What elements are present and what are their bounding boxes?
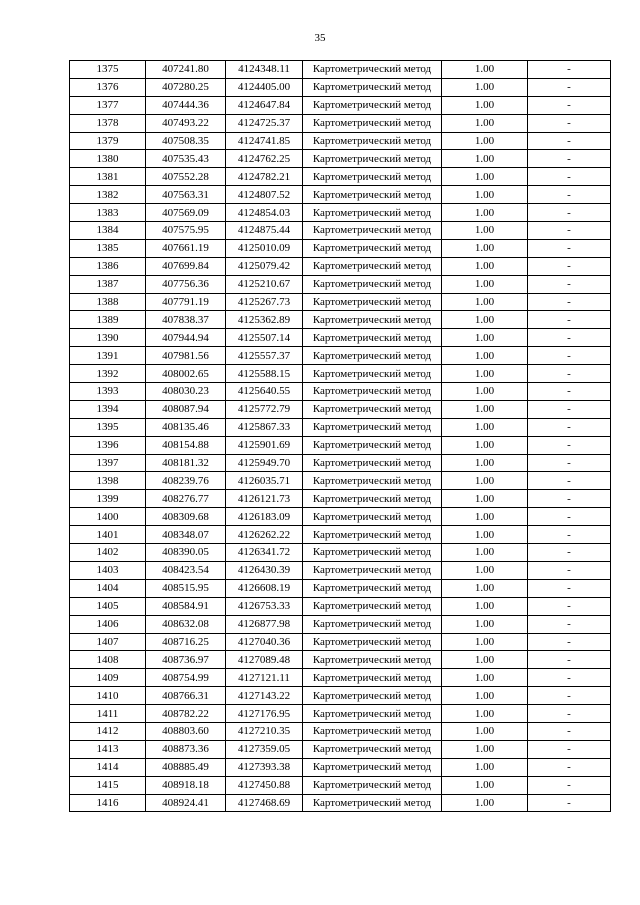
accuracy-cell: 1.00 bbox=[442, 150, 528, 168]
accuracy-cell: 1.00 bbox=[442, 490, 528, 508]
point-number-cell: 1397 bbox=[70, 454, 146, 472]
method-cell: Картометрический метод bbox=[303, 329, 442, 347]
point-number-cell: 1402 bbox=[70, 544, 146, 562]
method-cell: Картометрический метод bbox=[303, 239, 442, 257]
description-cell: - bbox=[528, 204, 611, 222]
table-row bbox=[70, 544, 611, 562]
description-cell: - bbox=[528, 615, 611, 633]
x-coordinate-cell: 408918.18 bbox=[146, 776, 226, 794]
accuracy-cell: 1.00 bbox=[442, 544, 528, 562]
y-coordinate-cell: 4124875.44 bbox=[226, 222, 303, 240]
point-number-cell: 1409 bbox=[70, 669, 146, 687]
x-coordinate-cell: 408390.05 bbox=[146, 544, 226, 562]
accuracy-cell: 1.00 bbox=[442, 722, 528, 740]
method-cell: Картометрический метод bbox=[303, 776, 442, 794]
description-cell: - bbox=[528, 508, 611, 526]
x-coordinate-cell: 408782.22 bbox=[146, 705, 226, 723]
accuracy-cell: 1.00 bbox=[442, 561, 528, 579]
description-cell: - bbox=[528, 239, 611, 257]
y-coordinate-cell: 4125772.79 bbox=[226, 400, 303, 418]
table-row bbox=[70, 275, 611, 293]
accuracy-cell: 1.00 bbox=[442, 615, 528, 633]
accuracy-cell: 1.00 bbox=[442, 96, 528, 114]
method-cell: Картометрический метод bbox=[303, 168, 442, 186]
x-coordinate-cell: 408885.49 bbox=[146, 758, 226, 776]
y-coordinate-cell: 4127143.22 bbox=[226, 687, 303, 705]
accuracy-cell: 1.00 bbox=[442, 186, 528, 204]
method-cell: Картометрический метод bbox=[303, 633, 442, 651]
table-row bbox=[70, 150, 611, 168]
table-row bbox=[70, 722, 611, 740]
table-row bbox=[70, 472, 611, 490]
method-cell: Картометрический метод bbox=[303, 561, 442, 579]
description-cell: - bbox=[528, 347, 611, 365]
point-number-cell: 1400 bbox=[70, 508, 146, 526]
y-coordinate-cell: 4125507.14 bbox=[226, 329, 303, 347]
method-cell: Картометрический метод bbox=[303, 687, 442, 705]
method-cell: Картометрический метод bbox=[303, 758, 442, 776]
accuracy-cell: 1.00 bbox=[442, 329, 528, 347]
point-number-cell: 1381 bbox=[70, 168, 146, 186]
x-coordinate-cell: 408135.46 bbox=[146, 418, 226, 436]
accuracy-cell: 1.00 bbox=[442, 204, 528, 222]
x-coordinate-cell: 407756.36 bbox=[146, 275, 226, 293]
accuracy-cell: 1.00 bbox=[442, 579, 528, 597]
description-cell: - bbox=[528, 544, 611, 562]
description-cell: - bbox=[528, 383, 611, 401]
description-cell: - bbox=[528, 705, 611, 723]
point-number-cell: 1376 bbox=[70, 78, 146, 96]
accuracy-cell: 1.00 bbox=[442, 705, 528, 723]
point-number-cell: 1415 bbox=[70, 776, 146, 794]
method-cell: Картометрический метод bbox=[303, 383, 442, 401]
accuracy-cell: 1.00 bbox=[442, 257, 528, 275]
description-cell: - bbox=[528, 758, 611, 776]
accuracy-cell: 1.00 bbox=[442, 633, 528, 651]
point-number-cell: 1391 bbox=[70, 347, 146, 365]
method-cell: Картометрический метод bbox=[303, 293, 442, 311]
point-number-cell: 1414 bbox=[70, 758, 146, 776]
x-coordinate-cell: 408803.60 bbox=[146, 722, 226, 740]
point-number-cell: 1394 bbox=[70, 400, 146, 418]
method-cell: Картометрический метод bbox=[303, 132, 442, 150]
x-coordinate-cell: 407981.56 bbox=[146, 347, 226, 365]
y-coordinate-cell: 4126121.73 bbox=[226, 490, 303, 508]
table-row bbox=[70, 222, 611, 240]
x-coordinate-cell: 407575.95 bbox=[146, 222, 226, 240]
table-row bbox=[70, 293, 611, 311]
accuracy-cell: 1.00 bbox=[442, 454, 528, 472]
table-row bbox=[70, 114, 611, 132]
method-cell: Картометрический метод bbox=[303, 651, 442, 669]
description-cell: - bbox=[528, 472, 611, 490]
x-coordinate-cell: 408716.25 bbox=[146, 633, 226, 651]
x-coordinate-cell: 407552.28 bbox=[146, 168, 226, 186]
y-coordinate-cell: 4124762.25 bbox=[226, 150, 303, 168]
description-cell: - bbox=[528, 186, 611, 204]
point-number-cell: 1390 bbox=[70, 329, 146, 347]
point-number-cell: 1403 bbox=[70, 561, 146, 579]
table-row bbox=[70, 705, 611, 723]
table-row bbox=[70, 687, 611, 705]
accuracy-cell: 1.00 bbox=[442, 132, 528, 150]
method-cell: Картометрический метод bbox=[303, 418, 442, 436]
point-number-cell: 1379 bbox=[70, 132, 146, 150]
description-cell: - bbox=[528, 579, 611, 597]
accuracy-cell: 1.00 bbox=[442, 472, 528, 490]
accuracy-cell: 1.00 bbox=[442, 114, 528, 132]
table-row bbox=[70, 615, 611, 633]
y-coordinate-cell: 4126430.39 bbox=[226, 561, 303, 579]
method-cell: Картометрический метод bbox=[303, 186, 442, 204]
description-cell: - bbox=[528, 257, 611, 275]
table-row bbox=[70, 400, 611, 418]
description-cell: - bbox=[528, 740, 611, 758]
table-row bbox=[70, 78, 611, 96]
point-number-cell: 1395 bbox=[70, 418, 146, 436]
point-number-cell: 1388 bbox=[70, 293, 146, 311]
description-cell: - bbox=[528, 633, 611, 651]
x-coordinate-cell: 407241.80 bbox=[146, 61, 226, 79]
point-number-cell: 1396 bbox=[70, 436, 146, 454]
description-cell: - bbox=[528, 722, 611, 740]
x-coordinate-cell: 408087.94 bbox=[146, 400, 226, 418]
description-cell: - bbox=[528, 168, 611, 186]
method-cell: Картометрический метод bbox=[303, 794, 442, 812]
point-number-cell: 1410 bbox=[70, 687, 146, 705]
method-cell: Картометрический метод bbox=[303, 311, 442, 329]
x-coordinate-cell: 407699.84 bbox=[146, 257, 226, 275]
x-coordinate-cell: 408736.97 bbox=[146, 651, 226, 669]
y-coordinate-cell: 4124854.03 bbox=[226, 204, 303, 222]
description-cell: - bbox=[528, 526, 611, 544]
method-cell: Картометрический метод bbox=[303, 669, 442, 687]
table-row bbox=[70, 651, 611, 669]
x-coordinate-cell: 408515.95 bbox=[146, 579, 226, 597]
description-cell: - bbox=[528, 561, 611, 579]
accuracy-cell: 1.00 bbox=[442, 597, 528, 615]
accuracy-cell: 1.00 bbox=[442, 436, 528, 454]
table-row bbox=[70, 669, 611, 687]
table-row bbox=[70, 168, 611, 186]
accuracy-cell: 1.00 bbox=[442, 418, 528, 436]
y-coordinate-cell: 4125079.42 bbox=[226, 257, 303, 275]
table-row bbox=[70, 329, 611, 347]
description-cell: - bbox=[528, 365, 611, 383]
table-row bbox=[70, 526, 611, 544]
y-coordinate-cell: 4127468.69 bbox=[226, 794, 303, 812]
accuracy-cell: 1.00 bbox=[442, 526, 528, 544]
method-cell: Картометрический метод bbox=[303, 61, 442, 79]
accuracy-cell: 1.00 bbox=[442, 311, 528, 329]
x-coordinate-cell: 407444.36 bbox=[146, 96, 226, 114]
y-coordinate-cell: 4124807.52 bbox=[226, 186, 303, 204]
method-cell: Картометрический метод bbox=[303, 490, 442, 508]
x-coordinate-cell: 407535.43 bbox=[146, 150, 226, 168]
x-coordinate-cell: 407661.19 bbox=[146, 239, 226, 257]
y-coordinate-cell: 4124782.21 bbox=[226, 168, 303, 186]
y-coordinate-cell: 4127393.38 bbox=[226, 758, 303, 776]
description-cell: - bbox=[528, 61, 611, 79]
x-coordinate-cell: 408873.36 bbox=[146, 740, 226, 758]
y-coordinate-cell: 4126608.19 bbox=[226, 579, 303, 597]
table-row bbox=[70, 61, 611, 79]
method-cell: Картометрический метод bbox=[303, 150, 442, 168]
method-cell: Картометрический метод bbox=[303, 257, 442, 275]
point-number-cell: 1383 bbox=[70, 204, 146, 222]
description-cell: - bbox=[528, 78, 611, 96]
point-number-cell: 1413 bbox=[70, 740, 146, 758]
accuracy-cell: 1.00 bbox=[442, 347, 528, 365]
point-number-cell: 1412 bbox=[70, 722, 146, 740]
y-coordinate-cell: 4125949.70 bbox=[226, 454, 303, 472]
point-number-cell: 1386 bbox=[70, 257, 146, 275]
y-coordinate-cell: 4126877.98 bbox=[226, 615, 303, 633]
accuracy-cell: 1.00 bbox=[442, 508, 528, 526]
y-coordinate-cell: 4125640.55 bbox=[226, 383, 303, 401]
accuracy-cell: 1.00 bbox=[442, 168, 528, 186]
x-coordinate-cell: 408002.65 bbox=[146, 365, 226, 383]
table-row bbox=[70, 418, 611, 436]
x-coordinate-cell: 408766.31 bbox=[146, 687, 226, 705]
method-cell: Картометрический метод bbox=[303, 365, 442, 383]
y-coordinate-cell: 4126753.33 bbox=[226, 597, 303, 615]
description-cell: - bbox=[528, 687, 611, 705]
description-cell: - bbox=[528, 311, 611, 329]
accuracy-cell: 1.00 bbox=[442, 400, 528, 418]
y-coordinate-cell: 4125867.33 bbox=[226, 418, 303, 436]
description-cell: - bbox=[528, 669, 611, 687]
method-cell: Картометрический метод bbox=[303, 400, 442, 418]
accuracy-cell: 1.00 bbox=[442, 239, 528, 257]
x-coordinate-cell: 407508.35 bbox=[146, 132, 226, 150]
table-row bbox=[70, 508, 611, 526]
point-number-cell: 1378 bbox=[70, 114, 146, 132]
method-cell: Картометрический метод bbox=[303, 114, 442, 132]
accuracy-cell: 1.00 bbox=[442, 222, 528, 240]
table-row bbox=[70, 132, 611, 150]
method-cell: Картометрический метод bbox=[303, 705, 442, 723]
y-coordinate-cell: 4125362.89 bbox=[226, 311, 303, 329]
method-cell: Картометрический метод bbox=[303, 544, 442, 562]
accuracy-cell: 1.00 bbox=[442, 293, 528, 311]
table-row bbox=[70, 561, 611, 579]
method-cell: Картометрический метод bbox=[303, 436, 442, 454]
x-coordinate-cell: 408276.77 bbox=[146, 490, 226, 508]
table-row bbox=[70, 257, 611, 275]
accuracy-cell: 1.00 bbox=[442, 365, 528, 383]
point-number-cell: 1384 bbox=[70, 222, 146, 240]
y-coordinate-cell: 4126035.71 bbox=[226, 472, 303, 490]
point-number-cell: 1398 bbox=[70, 472, 146, 490]
point-number-cell: 1393 bbox=[70, 383, 146, 401]
description-cell: - bbox=[528, 132, 611, 150]
y-coordinate-cell: 4124647.84 bbox=[226, 96, 303, 114]
x-coordinate-cell: 408754.99 bbox=[146, 669, 226, 687]
table-row bbox=[70, 579, 611, 597]
y-coordinate-cell: 4125010.09 bbox=[226, 239, 303, 257]
method-cell: Картометрический метод bbox=[303, 526, 442, 544]
point-number-cell: 1392 bbox=[70, 365, 146, 383]
description-cell: - bbox=[528, 597, 611, 615]
description-cell: - bbox=[528, 222, 611, 240]
point-number-cell: 1389 bbox=[70, 311, 146, 329]
description-cell: - bbox=[528, 114, 611, 132]
point-number-cell: 1411 bbox=[70, 705, 146, 723]
method-cell: Картометрический метод bbox=[303, 508, 442, 526]
table-row bbox=[70, 633, 611, 651]
table-row bbox=[70, 365, 611, 383]
accuracy-cell: 1.00 bbox=[442, 776, 528, 794]
y-coordinate-cell: 4124725.37 bbox=[226, 114, 303, 132]
y-coordinate-cell: 4124348.11 bbox=[226, 61, 303, 79]
x-coordinate-cell: 407569.09 bbox=[146, 204, 226, 222]
y-coordinate-cell: 4125588.15 bbox=[226, 365, 303, 383]
accuracy-cell: 1.00 bbox=[442, 740, 528, 758]
method-cell: Картометрический метод bbox=[303, 597, 442, 615]
point-number-cell: 1380 bbox=[70, 150, 146, 168]
x-coordinate-cell: 408348.07 bbox=[146, 526, 226, 544]
description-cell: - bbox=[528, 293, 611, 311]
table-row bbox=[70, 776, 611, 794]
accuracy-cell: 1.00 bbox=[442, 651, 528, 669]
x-coordinate-cell: 408154.88 bbox=[146, 436, 226, 454]
accuracy-cell: 1.00 bbox=[442, 669, 528, 687]
point-number-cell: 1406 bbox=[70, 615, 146, 633]
table-row bbox=[70, 436, 611, 454]
point-number-cell: 1377 bbox=[70, 96, 146, 114]
table-row bbox=[70, 490, 611, 508]
accuracy-cell: 1.00 bbox=[442, 78, 528, 96]
description-cell: - bbox=[528, 776, 611, 794]
accuracy-cell: 1.00 bbox=[442, 794, 528, 812]
method-cell: Картометрический метод bbox=[303, 204, 442, 222]
page-number: 35 bbox=[314, 32, 326, 44]
x-coordinate-cell: 408924.41 bbox=[146, 794, 226, 812]
method-cell: Картометрический метод bbox=[303, 722, 442, 740]
table-row bbox=[70, 96, 611, 114]
y-coordinate-cell: 4124741.85 bbox=[226, 132, 303, 150]
y-coordinate-cell: 4125557.37 bbox=[226, 347, 303, 365]
method-cell: Картометрический метод bbox=[303, 347, 442, 365]
point-number-cell: 1387 bbox=[70, 275, 146, 293]
y-coordinate-cell: 4127089.48 bbox=[226, 651, 303, 669]
y-coordinate-cell: 4125901.69 bbox=[226, 436, 303, 454]
x-coordinate-cell: 408584.91 bbox=[146, 597, 226, 615]
x-coordinate-cell: 408423.54 bbox=[146, 561, 226, 579]
point-number-cell: 1408 bbox=[70, 651, 146, 669]
description-cell: - bbox=[528, 436, 611, 454]
method-cell: Картометрический метод bbox=[303, 615, 442, 633]
accuracy-cell: 1.00 bbox=[442, 687, 528, 705]
y-coordinate-cell: 4124405.00 bbox=[226, 78, 303, 96]
table-row bbox=[70, 383, 611, 401]
x-coordinate-cell: 408632.08 bbox=[146, 615, 226, 633]
description-cell: - bbox=[528, 418, 611, 436]
accuracy-cell: 1.00 bbox=[442, 275, 528, 293]
method-cell: Картометрический метод bbox=[303, 454, 442, 472]
table-row bbox=[70, 239, 611, 257]
x-coordinate-cell: 407493.22 bbox=[146, 114, 226, 132]
description-cell: - bbox=[528, 96, 611, 114]
y-coordinate-cell: 4126341.72 bbox=[226, 544, 303, 562]
accuracy-cell: 1.00 bbox=[442, 383, 528, 401]
table-row bbox=[70, 794, 611, 812]
description-cell: - bbox=[528, 329, 611, 347]
accuracy-cell: 1.00 bbox=[442, 758, 528, 776]
description-cell: - bbox=[528, 490, 611, 508]
x-coordinate-cell: 408309.68 bbox=[146, 508, 226, 526]
y-coordinate-cell: 4125267.73 bbox=[226, 293, 303, 311]
x-coordinate-cell: 408239.76 bbox=[146, 472, 226, 490]
table-row bbox=[70, 347, 611, 365]
x-coordinate-cell: 408030.23 bbox=[146, 383, 226, 401]
method-cell: Картометрический метод bbox=[303, 579, 442, 597]
y-coordinate-cell: 4127040.36 bbox=[226, 633, 303, 651]
y-coordinate-cell: 4127176.95 bbox=[226, 705, 303, 723]
table-row bbox=[70, 597, 611, 615]
point-number-cell: 1404 bbox=[70, 579, 146, 597]
accuracy-cell: 1.00 bbox=[442, 61, 528, 79]
point-number-cell: 1405 bbox=[70, 597, 146, 615]
x-coordinate-cell: 407791.19 bbox=[146, 293, 226, 311]
description-cell: - bbox=[528, 794, 611, 812]
y-coordinate-cell: 4127210.35 bbox=[226, 722, 303, 740]
description-cell: - bbox=[528, 150, 611, 168]
description-cell: - bbox=[528, 454, 611, 472]
table-row bbox=[70, 454, 611, 472]
point-number-cell: 1407 bbox=[70, 633, 146, 651]
x-coordinate-cell: 407563.31 bbox=[146, 186, 226, 204]
method-cell: Картометрический метод bbox=[303, 472, 442, 490]
y-coordinate-cell: 4127450.88 bbox=[226, 776, 303, 794]
x-coordinate-cell: 407280.25 bbox=[146, 78, 226, 96]
table-row bbox=[70, 758, 611, 776]
table-body bbox=[70, 61, 611, 812]
method-cell: Картометрический метод bbox=[303, 78, 442, 96]
point-number-cell: 1401 bbox=[70, 526, 146, 544]
y-coordinate-cell: 4127359.05 bbox=[226, 740, 303, 758]
y-coordinate-cell: 4126262.22 bbox=[226, 526, 303, 544]
point-number-cell: 1385 bbox=[70, 239, 146, 257]
table-row bbox=[70, 311, 611, 329]
y-coordinate-cell: 4127121.11 bbox=[226, 669, 303, 687]
method-cell: Картометрический метод bbox=[303, 275, 442, 293]
point-number-cell: 1416 bbox=[70, 794, 146, 812]
table-row bbox=[70, 186, 611, 204]
description-cell: - bbox=[528, 651, 611, 669]
point-number-cell: 1375 bbox=[70, 61, 146, 79]
method-cell: Картометрический метод bbox=[303, 96, 442, 114]
method-cell: Картометрический метод bbox=[303, 222, 442, 240]
y-coordinate-cell: 4125210.67 bbox=[226, 275, 303, 293]
point-number-cell: 1399 bbox=[70, 490, 146, 508]
description-cell: - bbox=[528, 400, 611, 418]
table-row bbox=[70, 204, 611, 222]
coordinates-table bbox=[69, 60, 611, 812]
x-coordinate-cell: 407838.37 bbox=[146, 311, 226, 329]
method-cell: Картометрический метод bbox=[303, 740, 442, 758]
table-row bbox=[70, 740, 611, 758]
x-coordinate-cell: 408181.32 bbox=[146, 454, 226, 472]
point-number-cell: 1382 bbox=[70, 186, 146, 204]
x-coordinate-cell: 407944.94 bbox=[146, 329, 226, 347]
y-coordinate-cell: 4126183.09 bbox=[226, 508, 303, 526]
description-cell: - bbox=[528, 275, 611, 293]
